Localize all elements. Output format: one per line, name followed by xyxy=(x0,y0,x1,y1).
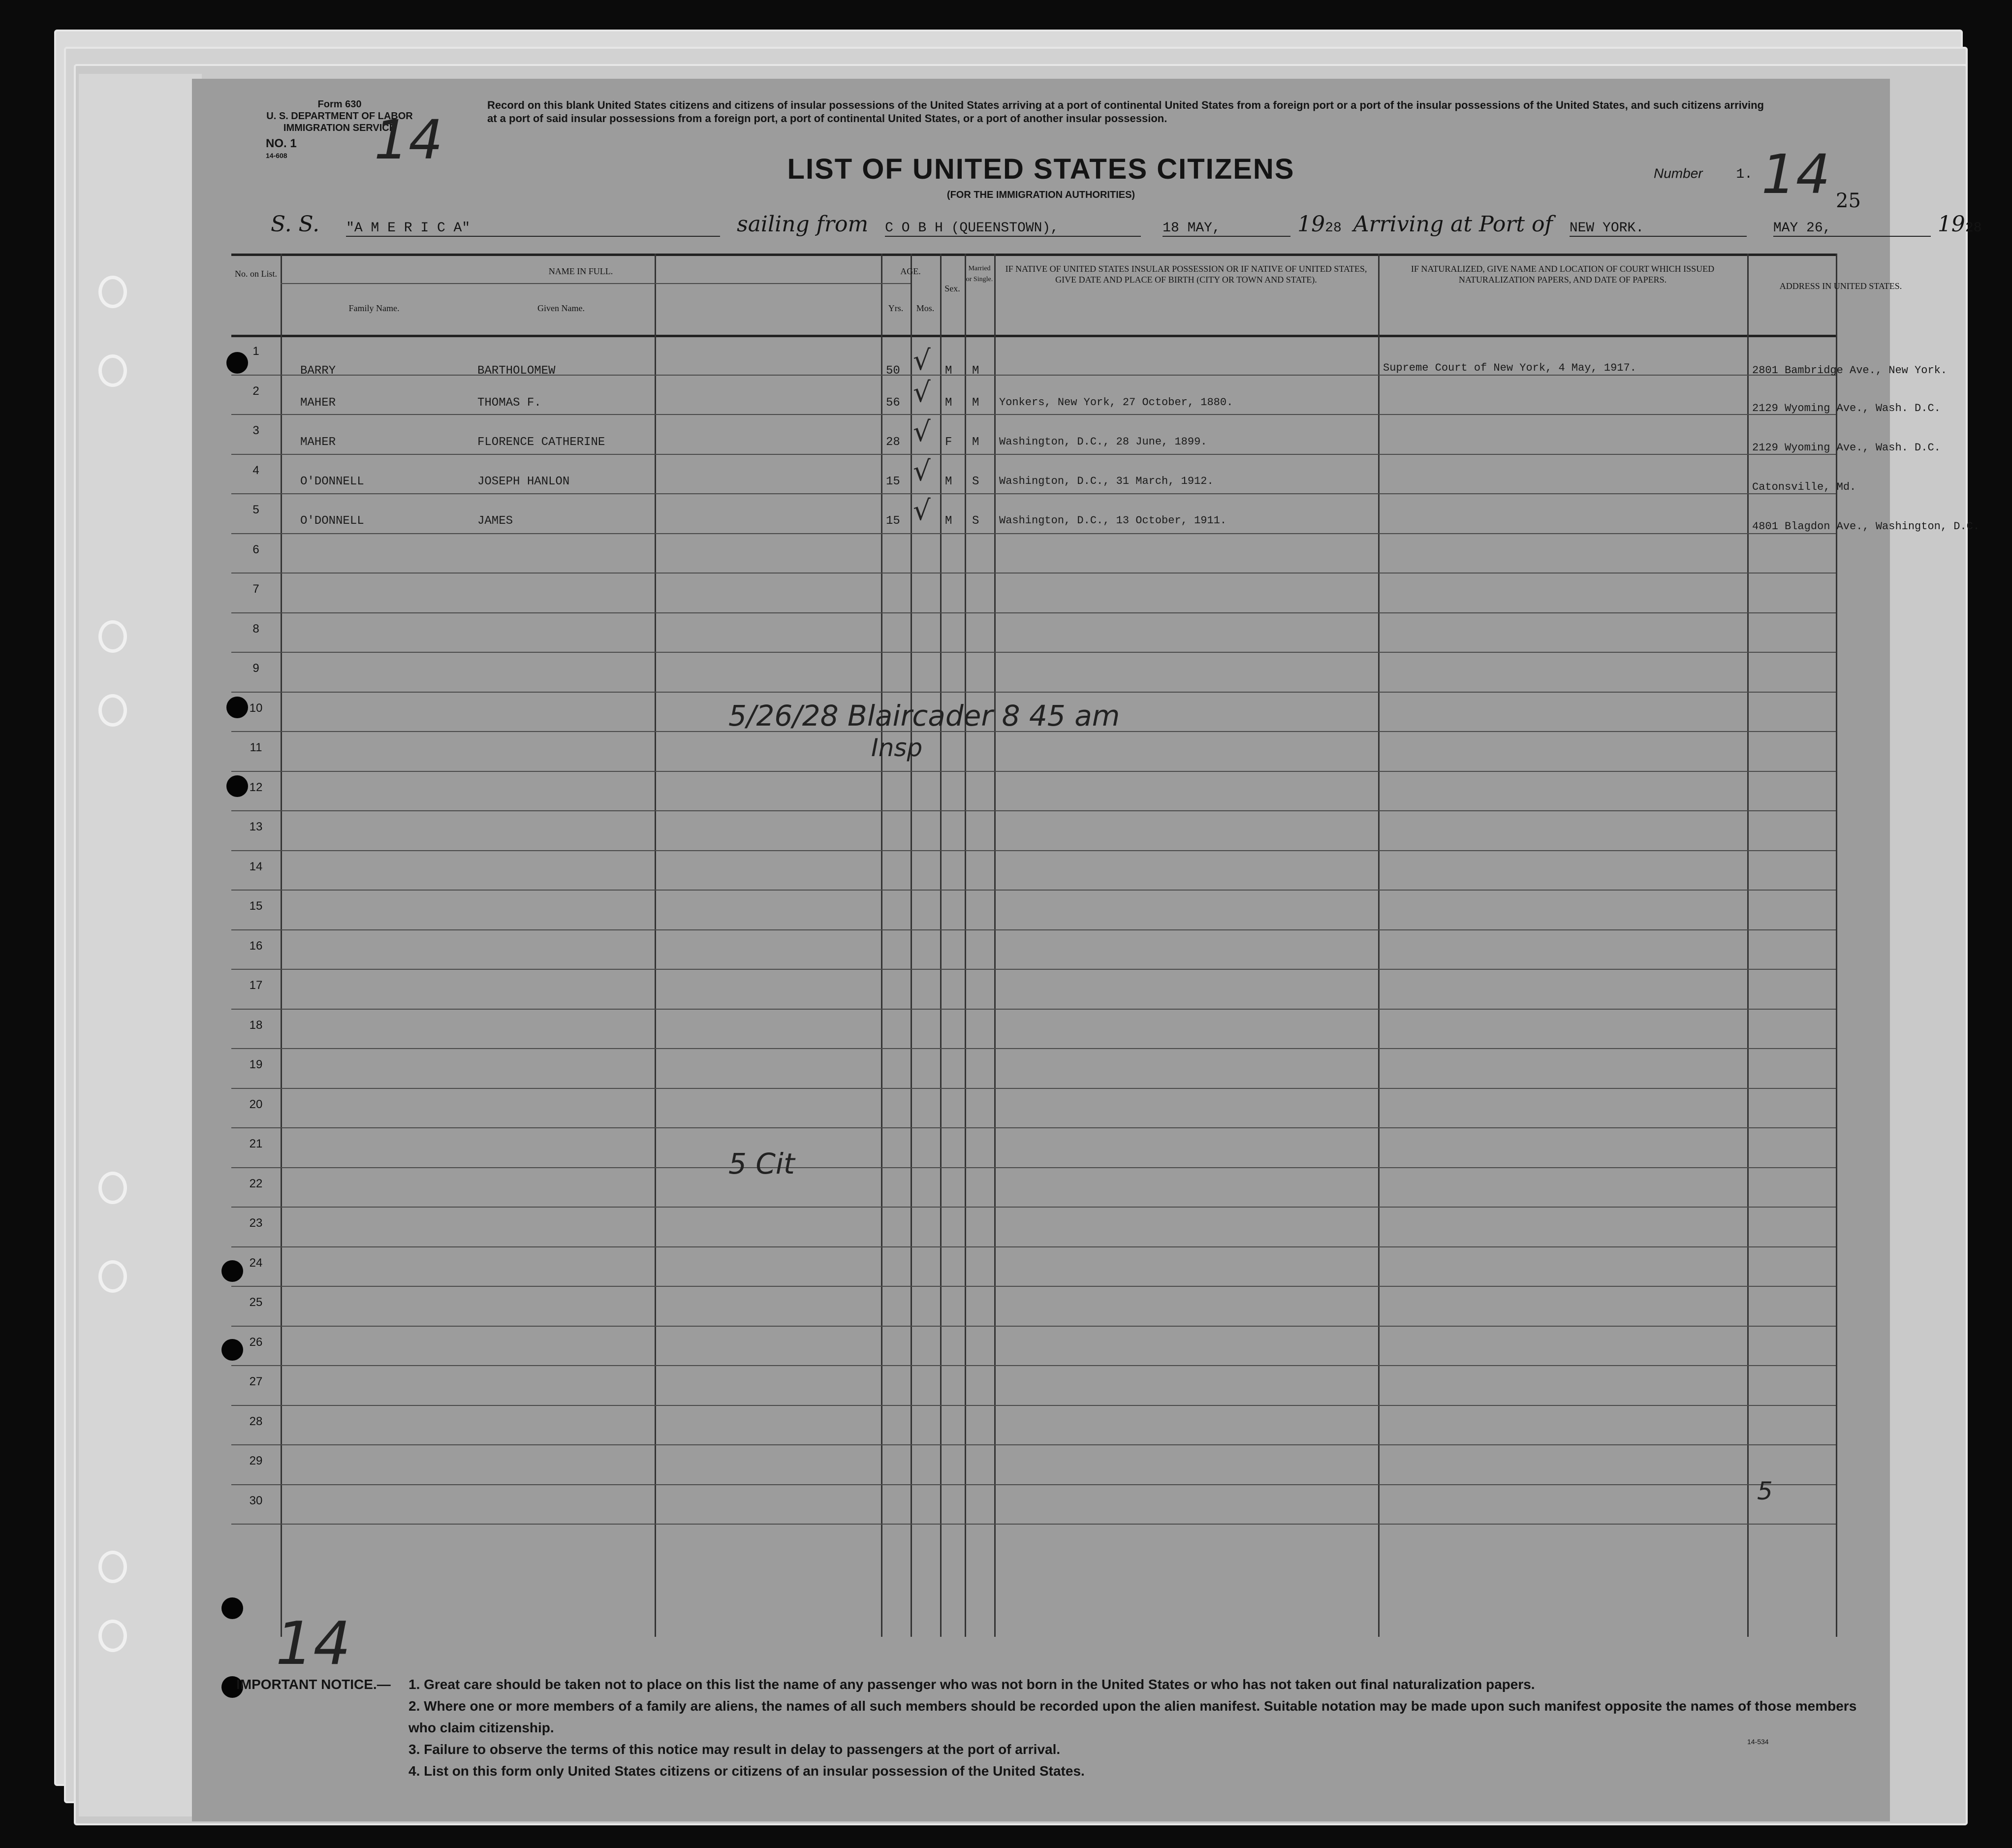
row-rule xyxy=(231,1365,1836,1366)
manifest-page xyxy=(192,79,1982,1821)
notice-label: IMPORTANT NOTICE.— xyxy=(236,1677,391,1692)
row-rule xyxy=(231,1167,1836,1168)
col-divider xyxy=(1836,254,1837,1637)
row-number: 22 xyxy=(249,1177,263,1190)
family-name-cell: O'DONNELL xyxy=(300,514,364,528)
number-value: 1. xyxy=(1736,167,1753,183)
notice-items xyxy=(409,1674,1860,1782)
row-number: 5 xyxy=(252,503,259,516)
address-cell: 2801 Bambridge Ave., New York. xyxy=(1752,364,1948,377)
row-rule xyxy=(231,1127,1836,1128)
given-name-cell: JAMES xyxy=(477,514,513,528)
year-prefix: 19 xyxy=(1297,212,1325,237)
family-name-cell: O'DONNELL xyxy=(300,475,364,488)
row-number: 26 xyxy=(249,1335,263,1349)
notice-item: 3. Failure to observe the terms of this notice may result in delay to passengers at the port of arrival. xyxy=(409,1742,1061,1757)
col-divider xyxy=(281,254,282,1637)
row-rule xyxy=(231,771,1836,772)
page-subtitle: (FOR THE IMMIGRATION AUTHORITIES) xyxy=(946,190,1135,200)
notice-item: 1. Great care should be taken not to place on this list the name of any passenger who was not born in the United States or who has not taken out final naturalization papers. xyxy=(409,1677,1535,1692)
handwritten-list-number: 14 xyxy=(374,108,443,171)
row-number: 20 xyxy=(249,1097,263,1111)
age-years-cell: 15 xyxy=(886,514,900,528)
row-rule xyxy=(231,1484,1836,1485)
marital-status-cell: S xyxy=(972,514,979,528)
row-number: 27 xyxy=(249,1375,263,1388)
marital-status-cell: M xyxy=(972,436,979,449)
birth-place-cell: Yonkers, New York, 27 October, 1880. xyxy=(999,396,1233,409)
form-code: 14-608 xyxy=(266,152,287,159)
birth-place-cell: Washington, D.C., 31 March, 1912. xyxy=(999,475,1214,487)
binder-ring xyxy=(98,620,127,653)
row-rule xyxy=(231,692,1836,693)
row-rule xyxy=(231,850,1836,851)
binder-ring xyxy=(98,1260,127,1293)
col-divider xyxy=(911,254,912,1637)
age-years-cell: 56 xyxy=(886,396,900,410)
row-number: 11 xyxy=(250,741,262,754)
row-number: 8 xyxy=(252,622,259,636)
row-number: 1 xyxy=(252,345,259,358)
page-title: LIST OF UNITED STATES CITIZENS xyxy=(787,153,1295,185)
row-rule xyxy=(231,414,1836,415)
row-number: 10 xyxy=(249,701,263,715)
service-name: IMMIGRATION SERVICE xyxy=(283,123,396,133)
row-rule xyxy=(231,929,1836,930)
row-rule xyxy=(231,810,1836,811)
family-name-cell: BARRY xyxy=(300,364,336,378)
inspection-stamp-line2: Insp xyxy=(871,733,923,762)
row-number: 13 xyxy=(249,820,263,833)
sailing-year: 28 xyxy=(1325,221,1342,236)
col-header-address: ADDRESS IN UNITED STATES. xyxy=(1779,281,1902,291)
naturalization-cell: Supreme Court of New York, 4 May, 1917. xyxy=(1383,362,1636,374)
col-header-name: NAME IN FULL. xyxy=(548,266,613,276)
family-name-cell: MAHER xyxy=(300,396,336,410)
row-rule xyxy=(231,493,1836,494)
given-name-cell: FLORENCE CATHERINE xyxy=(477,436,605,449)
department-name: U. S. DEPARTMENT OF LABOR xyxy=(266,111,413,122)
sex-cell: M xyxy=(945,475,952,488)
handwritten-number: 14 xyxy=(1761,143,1830,206)
row-number: 28 xyxy=(249,1414,263,1428)
row-number: 2 xyxy=(252,384,259,398)
col-header-age: AGE. xyxy=(900,266,921,276)
year-prefix: 19 xyxy=(1937,212,1965,237)
col-header-given-name: Given Name. xyxy=(537,303,585,313)
ship-name: "A M E R I C A" xyxy=(346,221,720,237)
col-divider xyxy=(655,254,656,1637)
col-divider xyxy=(940,254,942,1637)
row-number: 3 xyxy=(252,424,259,437)
number-label: Number xyxy=(1654,165,1703,181)
binder-ring xyxy=(98,354,127,387)
address-cell: Catonsville, Md. xyxy=(1752,481,1856,493)
age-years-cell: 15 xyxy=(886,475,900,488)
check-mark-icon: √ xyxy=(913,416,931,448)
ss-label: S. S. xyxy=(271,212,320,237)
col-divider xyxy=(1378,254,1380,1637)
row-rule xyxy=(231,1088,1836,1089)
row-rule xyxy=(231,375,1836,376)
col-header-married: Married or Single. xyxy=(966,265,993,283)
row-rule xyxy=(231,1444,1836,1445)
sex-cell: F xyxy=(945,436,952,449)
sex-cell: M xyxy=(945,364,952,378)
row-rule xyxy=(231,969,1836,970)
marital-status-cell: M xyxy=(972,364,979,378)
check-mark-icon: √ xyxy=(913,377,931,409)
sub-header-rule xyxy=(281,283,911,284)
row-number: 4 xyxy=(252,463,259,477)
col-divider xyxy=(1747,254,1749,1637)
arrival-port: NEW YORK. xyxy=(1570,221,1747,237)
table-top-rule xyxy=(231,254,1836,256)
age-years-cell: 50 xyxy=(886,364,900,378)
birth-place-cell: Washington, D.C., 13 October, 1911. xyxy=(999,514,1227,527)
arrival-year: 28 xyxy=(1965,221,1982,236)
col-header-mos: Mos. xyxy=(916,303,935,313)
row-rule xyxy=(231,1207,1836,1208)
passenger-table xyxy=(231,254,1980,1637)
row-number: 15 xyxy=(249,899,263,913)
col-header-no: No. on List. xyxy=(234,269,277,279)
binder-ring xyxy=(98,276,127,308)
row-number: 23 xyxy=(249,1216,263,1230)
check-mark-icon: √ xyxy=(913,345,931,377)
notice-code: 14-534 xyxy=(1747,1738,1769,1746)
col-divider xyxy=(881,254,882,1637)
departure-port: C O B H (QUEENSTOWN), xyxy=(885,221,1141,237)
row-number: 18 xyxy=(249,1018,263,1032)
col-header-sex: Sex. xyxy=(944,284,960,293)
binder-ring xyxy=(98,1172,127,1204)
sex-cell: M xyxy=(945,396,952,410)
sailing-label: sailing from xyxy=(737,212,869,237)
col-divider xyxy=(965,254,966,1637)
notice-item: 4. List on this form only United States citizens or citizens of an insular possession of the United States. xyxy=(409,1763,1085,1779)
marital-status-cell: S xyxy=(972,475,979,488)
row-rule xyxy=(231,1524,1836,1525)
notice-item: 2. Where one or more members of a family are aliens, the names of all such members should be recorded upon the alien manifest. Suitable notation may be made upon such manifest opposite the names of those members who claim citizenship. xyxy=(409,1698,1857,1735)
inspection-stamp: 5/26/28 Blaircader 8 45 am xyxy=(728,699,1120,733)
address-cell: 4801 Blagdon Ave., Washington, D.C. xyxy=(1752,520,1980,533)
col-header-yrs: Yrs. xyxy=(888,303,904,313)
row-number: 6 xyxy=(252,542,259,556)
row-rule xyxy=(231,1009,1836,1010)
row-rule xyxy=(231,890,1836,891)
col-header-naturalized: IF NATURALIZED, GIVE NAME AND LOCATION OF COURT WHICH ISSUED NATURALIZATION PAPERS, AND DATE OF PAPERS. xyxy=(1411,264,1715,285)
address-cell: 2129 Wyoming Ave., Wash. D.C. xyxy=(1752,402,1941,414)
row-number: 7 xyxy=(252,582,259,596)
row-number: 19 xyxy=(249,1058,263,1071)
row-number: 14 xyxy=(249,860,263,873)
row-rule xyxy=(231,1048,1836,1049)
family-name-cell: MAHER xyxy=(300,436,336,449)
handwritten-list-number-bottom: 14 xyxy=(276,1610,351,1678)
page-count-note: 5 xyxy=(1757,1477,1773,1505)
marital-status-cell: M xyxy=(972,396,979,410)
row-number: 16 xyxy=(249,939,263,953)
row-number: 30 xyxy=(249,1494,263,1507)
arrival-date: MAY 26, xyxy=(1773,221,1931,237)
col-header-native: IF NATIVE OF UNITED STATES INSULAR POSSESSION OR IF NATIVE OF UNITED STATES, GIVE DATE AND PLACE OF BIRTH (CITY OR TOWN AND STATE). xyxy=(1005,264,1367,285)
row-rule xyxy=(231,1405,1836,1406)
page-number: 25 xyxy=(1836,190,1861,212)
row-number: 25 xyxy=(249,1296,263,1309)
row-rule xyxy=(231,1246,1836,1247)
sex-cell: M xyxy=(945,514,952,528)
row-rule xyxy=(231,573,1836,574)
row-number: 21 xyxy=(249,1137,263,1150)
binder-ring xyxy=(98,1620,127,1652)
row-rule xyxy=(231,1326,1836,1327)
given-name-cell: BARTHOLOMEW xyxy=(477,364,556,378)
citizen-count-note: 5 Cit xyxy=(728,1147,795,1180)
row-rule xyxy=(231,1286,1836,1287)
age-years-cell: 28 xyxy=(886,436,900,449)
birth-place-cell: Washington, D.C., 28 June, 1899. xyxy=(999,436,1207,448)
arriving-label: Arriving at Port of xyxy=(1353,212,1553,237)
row-number: 9 xyxy=(252,662,259,675)
form-number: Form 630 xyxy=(317,99,362,110)
check-mark-icon: √ xyxy=(913,495,931,527)
row-rule xyxy=(231,652,1836,653)
sailing-date: 18 MAY, xyxy=(1163,221,1290,237)
given-name-cell: JOSEPH HANLON xyxy=(477,475,570,488)
binder-strip xyxy=(79,74,202,1816)
row-rule xyxy=(231,612,1836,613)
given-name-cell: THOMAS F. xyxy=(477,396,541,410)
row-number: 17 xyxy=(249,979,263,992)
row-number: 24 xyxy=(249,1256,263,1270)
row-rule xyxy=(231,454,1836,455)
voyage-line xyxy=(271,212,1981,237)
row-number: 12 xyxy=(249,780,263,794)
check-mark-icon: √ xyxy=(913,455,931,487)
row-number: 29 xyxy=(249,1454,263,1467)
row-rule xyxy=(231,533,1836,534)
address-cell: 2129 Wyoming Ave., Wash. D.C. xyxy=(1752,442,1941,454)
col-divider xyxy=(994,254,996,1637)
header-bottom-rule xyxy=(231,335,1836,337)
record-instructions: Record on this blank United States citizens and citizens of insular possessions of the United States arriving at a port of continental United States from a foreign port or a port of the insular possessions of the United States, and such citizens arriving at a port of said insular possessions from a foreign port, a port of continental United States, or a port of another insular possession. xyxy=(487,99,1764,125)
binder-ring xyxy=(98,1551,127,1583)
list-number: NO. 1 xyxy=(266,137,297,150)
col-header-family-name: Family Name. xyxy=(348,303,400,313)
